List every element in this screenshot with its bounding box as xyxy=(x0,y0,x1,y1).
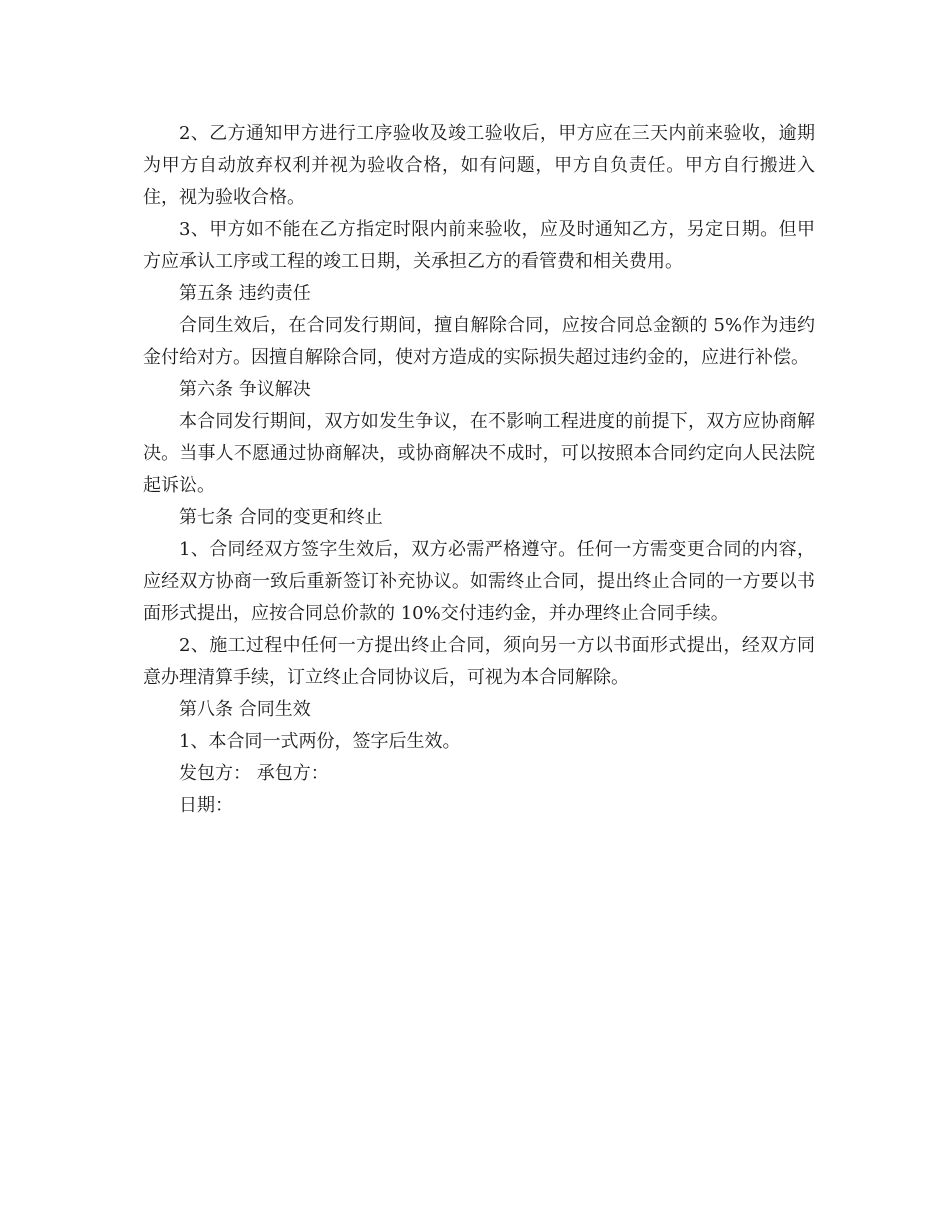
section-heading-change-termination: 第七条 合同的变更和终止 xyxy=(179,507,383,528)
paragraph-acceptance-delay: 3、甲方如不能在乙方指定时限内前来验收，应及时通知乙方，另定日期。但甲方应承认工序或工程的竣工日期，关承担乙方的看管费和相关费用。 xyxy=(143,219,815,272)
paragraph-copies: 1、本合同一式两份，签字后生效。 xyxy=(179,731,461,752)
signature-line-date: 日期： xyxy=(179,795,233,816)
paragraph-change: 1、合同经双方签字生效后，双方必需严格遵守。任何一方需变更合同的内容，应经双方协商一致后重新签订补充协议。如需终止合同，提出终止合同的一方要以书面形式提出，应按合同总价款的 10%交付违约金，并办理终止合同手续。 xyxy=(143,539,815,624)
section-heading-effect: 第八条 合同生效 xyxy=(179,699,311,720)
paragraph-acceptance-notice: 2、乙方通知甲方进行工序验收及竣工验收后，甲方应在三天内前来验收，逾期为甲方自动放弃权利并视为验收合格，如有问题，甲方自负责任。甲方自行搬进入住，视为验收合格。 xyxy=(143,123,815,208)
document-body xyxy=(143,118,815,822)
signature-line-parties: 发包方： 承包方： xyxy=(179,763,329,784)
section-heading-dispute: 第六条 争议解决 xyxy=(179,379,311,400)
section-heading-breach: 第五条 违约责任 xyxy=(179,283,311,304)
paragraph-dispute: 本合同发行期间，双方如发生争议，在不影响工程进度的前提下，双方应协商解决。当事人不愿通过协商解决，或协商解决不成时，可以按照本合同约定向人民法院起诉讼。 xyxy=(143,411,815,496)
paragraph-breach: 合同生效后，在合同发行期间，擅自解除合同，应按合同总金额的 5%作为违约金付给对方。因擅自解除合同，使对方造成的实际损失超过违约金的，应进行补偿。 xyxy=(143,315,815,368)
paragraph-termination: 2、施工过程中任何一方提出终止合同，须向另一方以书面形式提出，经双方同意办理清算手续，订立终止合同协议后，可视为本合同解除。 xyxy=(143,635,815,688)
